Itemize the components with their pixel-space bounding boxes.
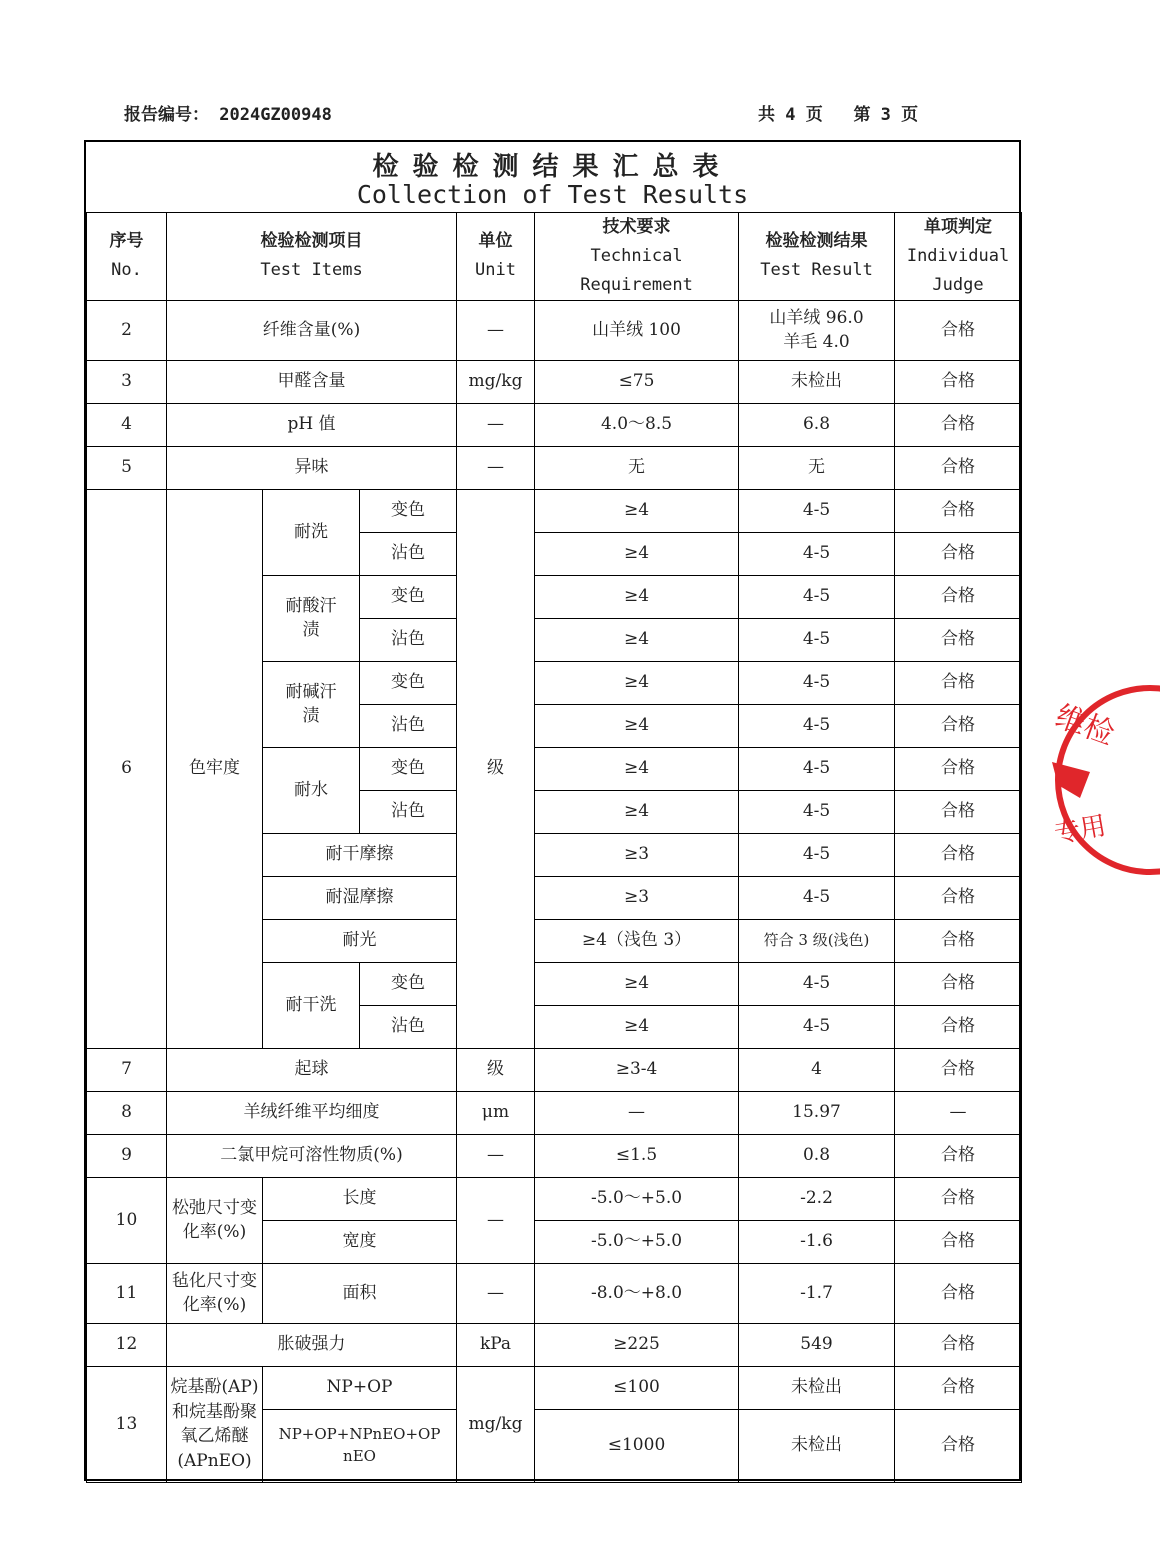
row-requirement: ≥4 xyxy=(535,1005,739,1048)
row-result: -2.2 xyxy=(739,1177,895,1220)
subitem-water: 耐水 xyxy=(263,747,360,833)
table-row xyxy=(87,1134,1022,1177)
row-no: 3 xyxy=(87,360,167,403)
subitem-staining: 沾色 xyxy=(360,532,457,575)
row-result: 4-5 xyxy=(739,962,895,1005)
subitem-area: 面积 xyxy=(263,1263,457,1323)
row-unit: kPa xyxy=(457,1323,535,1366)
row-requirement: ≥4 xyxy=(535,661,739,704)
seal-text-bottom: 专用 xyxy=(1051,810,1109,850)
row-item: 异味 xyxy=(167,446,457,489)
row-item: 二氯甲烷可溶性物质(%) xyxy=(167,1134,457,1177)
row-result: 4-5 xyxy=(739,661,895,704)
row-requirement: ≤1000 xyxy=(535,1409,739,1482)
row-judge: 合格 xyxy=(895,661,1022,704)
row-requirement: 无 xyxy=(535,446,739,489)
table-row xyxy=(87,1323,1022,1366)
subitem-dry-rubbing: 耐干摩擦 xyxy=(263,833,457,876)
row-result: 4 xyxy=(739,1048,895,1091)
row-judge: 合格 xyxy=(895,300,1022,360)
row-result: 4-5 xyxy=(739,489,895,532)
row-result: 0.8 xyxy=(739,1134,895,1177)
row-judge: 合格 xyxy=(895,704,1022,747)
row-judge: 合格 xyxy=(895,1134,1022,1177)
subitem-color-change: 变色 xyxy=(360,661,457,704)
row-requirement: ≤100 xyxy=(535,1366,739,1409)
subitem-color-change: 变色 xyxy=(360,489,457,532)
row-judge: — xyxy=(895,1091,1022,1134)
subitem-length: 长度 xyxy=(263,1177,457,1220)
row-requirement: ≥225 xyxy=(535,1323,739,1366)
row-result: 549 xyxy=(739,1323,895,1366)
subitem-color-change: 变色 xyxy=(360,575,457,618)
report-number-label: 报告编号： xyxy=(124,105,209,125)
table-row xyxy=(87,446,1022,489)
row-judge: 合格 xyxy=(895,790,1022,833)
row-requirement: ≤1.5 xyxy=(535,1134,739,1177)
col-judge-header: 单项判定 Individual Judge xyxy=(895,213,1022,301)
row-result: 6.8 xyxy=(739,403,895,446)
row-judge: 合格 xyxy=(895,360,1022,403)
col-unit-header: 单位 Unit xyxy=(457,213,535,301)
subitem-np-op: NP+OP xyxy=(263,1366,457,1409)
row-judge: 合格 xyxy=(895,575,1022,618)
table-row xyxy=(87,360,1022,403)
row-result: 未检出 xyxy=(739,1409,895,1482)
subitem-staining: 沾色 xyxy=(360,790,457,833)
row-judge: 合格 xyxy=(895,876,1022,919)
row-unit: — xyxy=(457,403,535,446)
row-requirement: -5.0～+5.0 xyxy=(535,1177,739,1220)
row-unit: — xyxy=(457,1134,535,1177)
table-row xyxy=(87,300,1022,360)
row-result: 未检出 xyxy=(739,360,895,403)
row-judge: 合格 xyxy=(895,1409,1022,1482)
table-row xyxy=(87,1366,1022,1409)
row-requirement: ≥4 xyxy=(535,962,739,1005)
row-requirement: ≥4 xyxy=(535,532,739,575)
row-result: 未检出 xyxy=(739,1366,895,1409)
row-requirement: 4.0～8.5 xyxy=(535,403,739,446)
row-no: 10 xyxy=(87,1177,167,1263)
row-judge: 合格 xyxy=(895,446,1022,489)
subitem-color-change: 变色 xyxy=(360,747,457,790)
subitem-acid-perspiration: 耐酸汗 渍 xyxy=(263,575,360,661)
report-number-value: 2024GZ00948 xyxy=(219,105,332,125)
row-result: -1.7 xyxy=(739,1263,895,1323)
row-result: -1.6 xyxy=(739,1220,895,1263)
row-result: 山羊绒 96.0 羊毛 4.0 xyxy=(739,300,895,360)
table-row xyxy=(87,1177,1022,1220)
row-requirement: ≥4 xyxy=(535,575,739,618)
row-unit: μm xyxy=(457,1091,535,1134)
row-no: 7 xyxy=(87,1048,167,1091)
current-page: 第 3 页 xyxy=(853,105,919,125)
subitem-np-op-npneo-opneo: NP+OP+NPnEO+OP nEO xyxy=(263,1409,457,1482)
subitem-width: 宽度 xyxy=(263,1220,457,1263)
row-result: 4-5 xyxy=(739,876,895,919)
col-result-header: 检验检测结果 Test Result xyxy=(739,213,895,301)
title-english: Collection of Test Results xyxy=(356,180,749,209)
row-item: 色牢度 xyxy=(167,489,263,1048)
row-result: 4-5 xyxy=(739,1005,895,1048)
row-result: 15.97 xyxy=(739,1091,895,1134)
subitem-staining: 沾色 xyxy=(360,1005,457,1048)
row-unit: 级 xyxy=(457,1048,535,1091)
row-unit: 级 xyxy=(457,489,535,1048)
row-result: 4-5 xyxy=(739,575,895,618)
row-judge: 合格 xyxy=(895,833,1022,876)
subitem-color-change: 变色 xyxy=(360,962,457,1005)
row-requirement: ≥4 xyxy=(535,790,739,833)
row-judge: 合格 xyxy=(895,1366,1022,1409)
row-unit: — xyxy=(457,446,535,489)
row-unit: — xyxy=(457,300,535,360)
results-table xyxy=(86,212,1022,1483)
subitem-light: 耐光 xyxy=(263,919,457,962)
row-requirement: ≥4 xyxy=(535,618,739,661)
row-judge: 合格 xyxy=(895,1323,1022,1366)
row-requirement: ≥3-4 xyxy=(535,1048,739,1091)
row-result: 4-5 xyxy=(739,833,895,876)
seal-text-top: 维检 xyxy=(1050,698,1119,753)
table-row xyxy=(87,489,1022,532)
seal-stamp xyxy=(1050,680,1160,880)
row-unit: — xyxy=(457,1263,535,1323)
table-row xyxy=(87,1048,1022,1091)
page-indicator xyxy=(758,100,918,125)
row-item: 起球 xyxy=(167,1048,457,1091)
row-item: 烷基酚(AP) 和烷基酚聚 氧乙烯醚 (APnEO) xyxy=(167,1366,263,1482)
row-item: 纤维含量(%) xyxy=(167,300,457,360)
subitem-alkali-perspiration: 耐碱汗 渍 xyxy=(263,661,360,747)
row-requirement: — xyxy=(535,1091,739,1134)
row-no: 5 xyxy=(87,446,167,489)
row-item: pH 值 xyxy=(167,403,457,446)
row-no: 9 xyxy=(87,1134,167,1177)
title-chinese: 检验检测结果汇总表 xyxy=(372,152,733,182)
row-item: 松弛尺寸变 化率(%) xyxy=(167,1177,263,1263)
row-requirement: 山羊绒 100 xyxy=(535,300,739,360)
report-number xyxy=(124,100,332,125)
row-no: 11 xyxy=(87,1263,167,1323)
row-result: 4-5 xyxy=(739,747,895,790)
subitem-wash: 耐洗 xyxy=(263,489,360,575)
row-judge: 合格 xyxy=(895,1005,1022,1048)
results-frame xyxy=(84,140,1021,1481)
row-judge: 合格 xyxy=(895,1263,1022,1323)
row-requirement: ≥3 xyxy=(535,876,739,919)
row-result: 4-5 xyxy=(739,532,895,575)
row-judge: 合格 xyxy=(895,962,1022,1005)
subitem-staining: 沾色 xyxy=(360,618,457,661)
row-no: 4 xyxy=(87,403,167,446)
subitem-wet-rubbing: 耐湿摩擦 xyxy=(263,876,457,919)
total-pages: 共 4 页 xyxy=(758,105,823,125)
row-item: 毡化尺寸变 化率(%) xyxy=(167,1263,263,1323)
row-judge: 合格 xyxy=(895,403,1022,446)
row-requirement: -8.0～+8.0 xyxy=(535,1263,739,1323)
header-row xyxy=(87,213,1022,301)
row-judge: 合格 xyxy=(895,489,1022,532)
row-no: 2 xyxy=(87,300,167,360)
subitem-staining: 沾色 xyxy=(360,704,457,747)
row-requirement: ≥3 xyxy=(535,833,739,876)
row-judge: 合格 xyxy=(895,1220,1022,1263)
col-req-header: 技术要求 Technical Requirement xyxy=(535,213,739,301)
row-result: 无 xyxy=(739,446,895,489)
row-judge: 合格 xyxy=(895,919,1022,962)
row-result: 4-5 xyxy=(739,704,895,747)
col-no-header: 序号 No. xyxy=(87,213,167,301)
row-no: 13 xyxy=(87,1366,167,1482)
row-no: 8 xyxy=(87,1091,167,1134)
row-requirement: ≥4 xyxy=(535,704,739,747)
table-row xyxy=(87,1263,1022,1323)
row-result: 4-5 xyxy=(739,618,895,661)
col-item-header: 检验检测项目 Test Items xyxy=(167,213,457,301)
row-result: 4-5 xyxy=(739,790,895,833)
row-unit: — xyxy=(457,1177,535,1263)
table-row xyxy=(87,403,1022,446)
row-result: 符合 3 级(浅色) xyxy=(739,919,895,962)
row-unit: mg/kg xyxy=(457,1366,535,1482)
row-judge: 合格 xyxy=(895,1048,1022,1091)
row-item: 甲醛含量 xyxy=(167,360,457,403)
row-requirement: -5.0～+5.0 xyxy=(535,1220,739,1263)
row-judge: 合格 xyxy=(895,747,1022,790)
row-requirement: ≤75 xyxy=(535,360,739,403)
row-requirement: ≥4 xyxy=(535,489,739,532)
row-requirement: ≥4（浅色 3） xyxy=(535,919,739,962)
row-no: 12 xyxy=(87,1323,167,1366)
row-item: 羊绒纤维平均细度 xyxy=(167,1091,457,1134)
subitem-dry-cleaning: 耐干洗 xyxy=(263,962,360,1048)
table-row xyxy=(87,1091,1022,1134)
row-no: 6 xyxy=(87,489,167,1048)
row-unit: mg/kg xyxy=(457,360,535,403)
row-item: 胀破强力 xyxy=(167,1323,457,1366)
row-requirement: ≥4 xyxy=(535,747,739,790)
row-judge: 合格 xyxy=(895,532,1022,575)
row-judge: 合格 xyxy=(895,618,1022,661)
row-judge: 合格 xyxy=(895,1177,1022,1220)
